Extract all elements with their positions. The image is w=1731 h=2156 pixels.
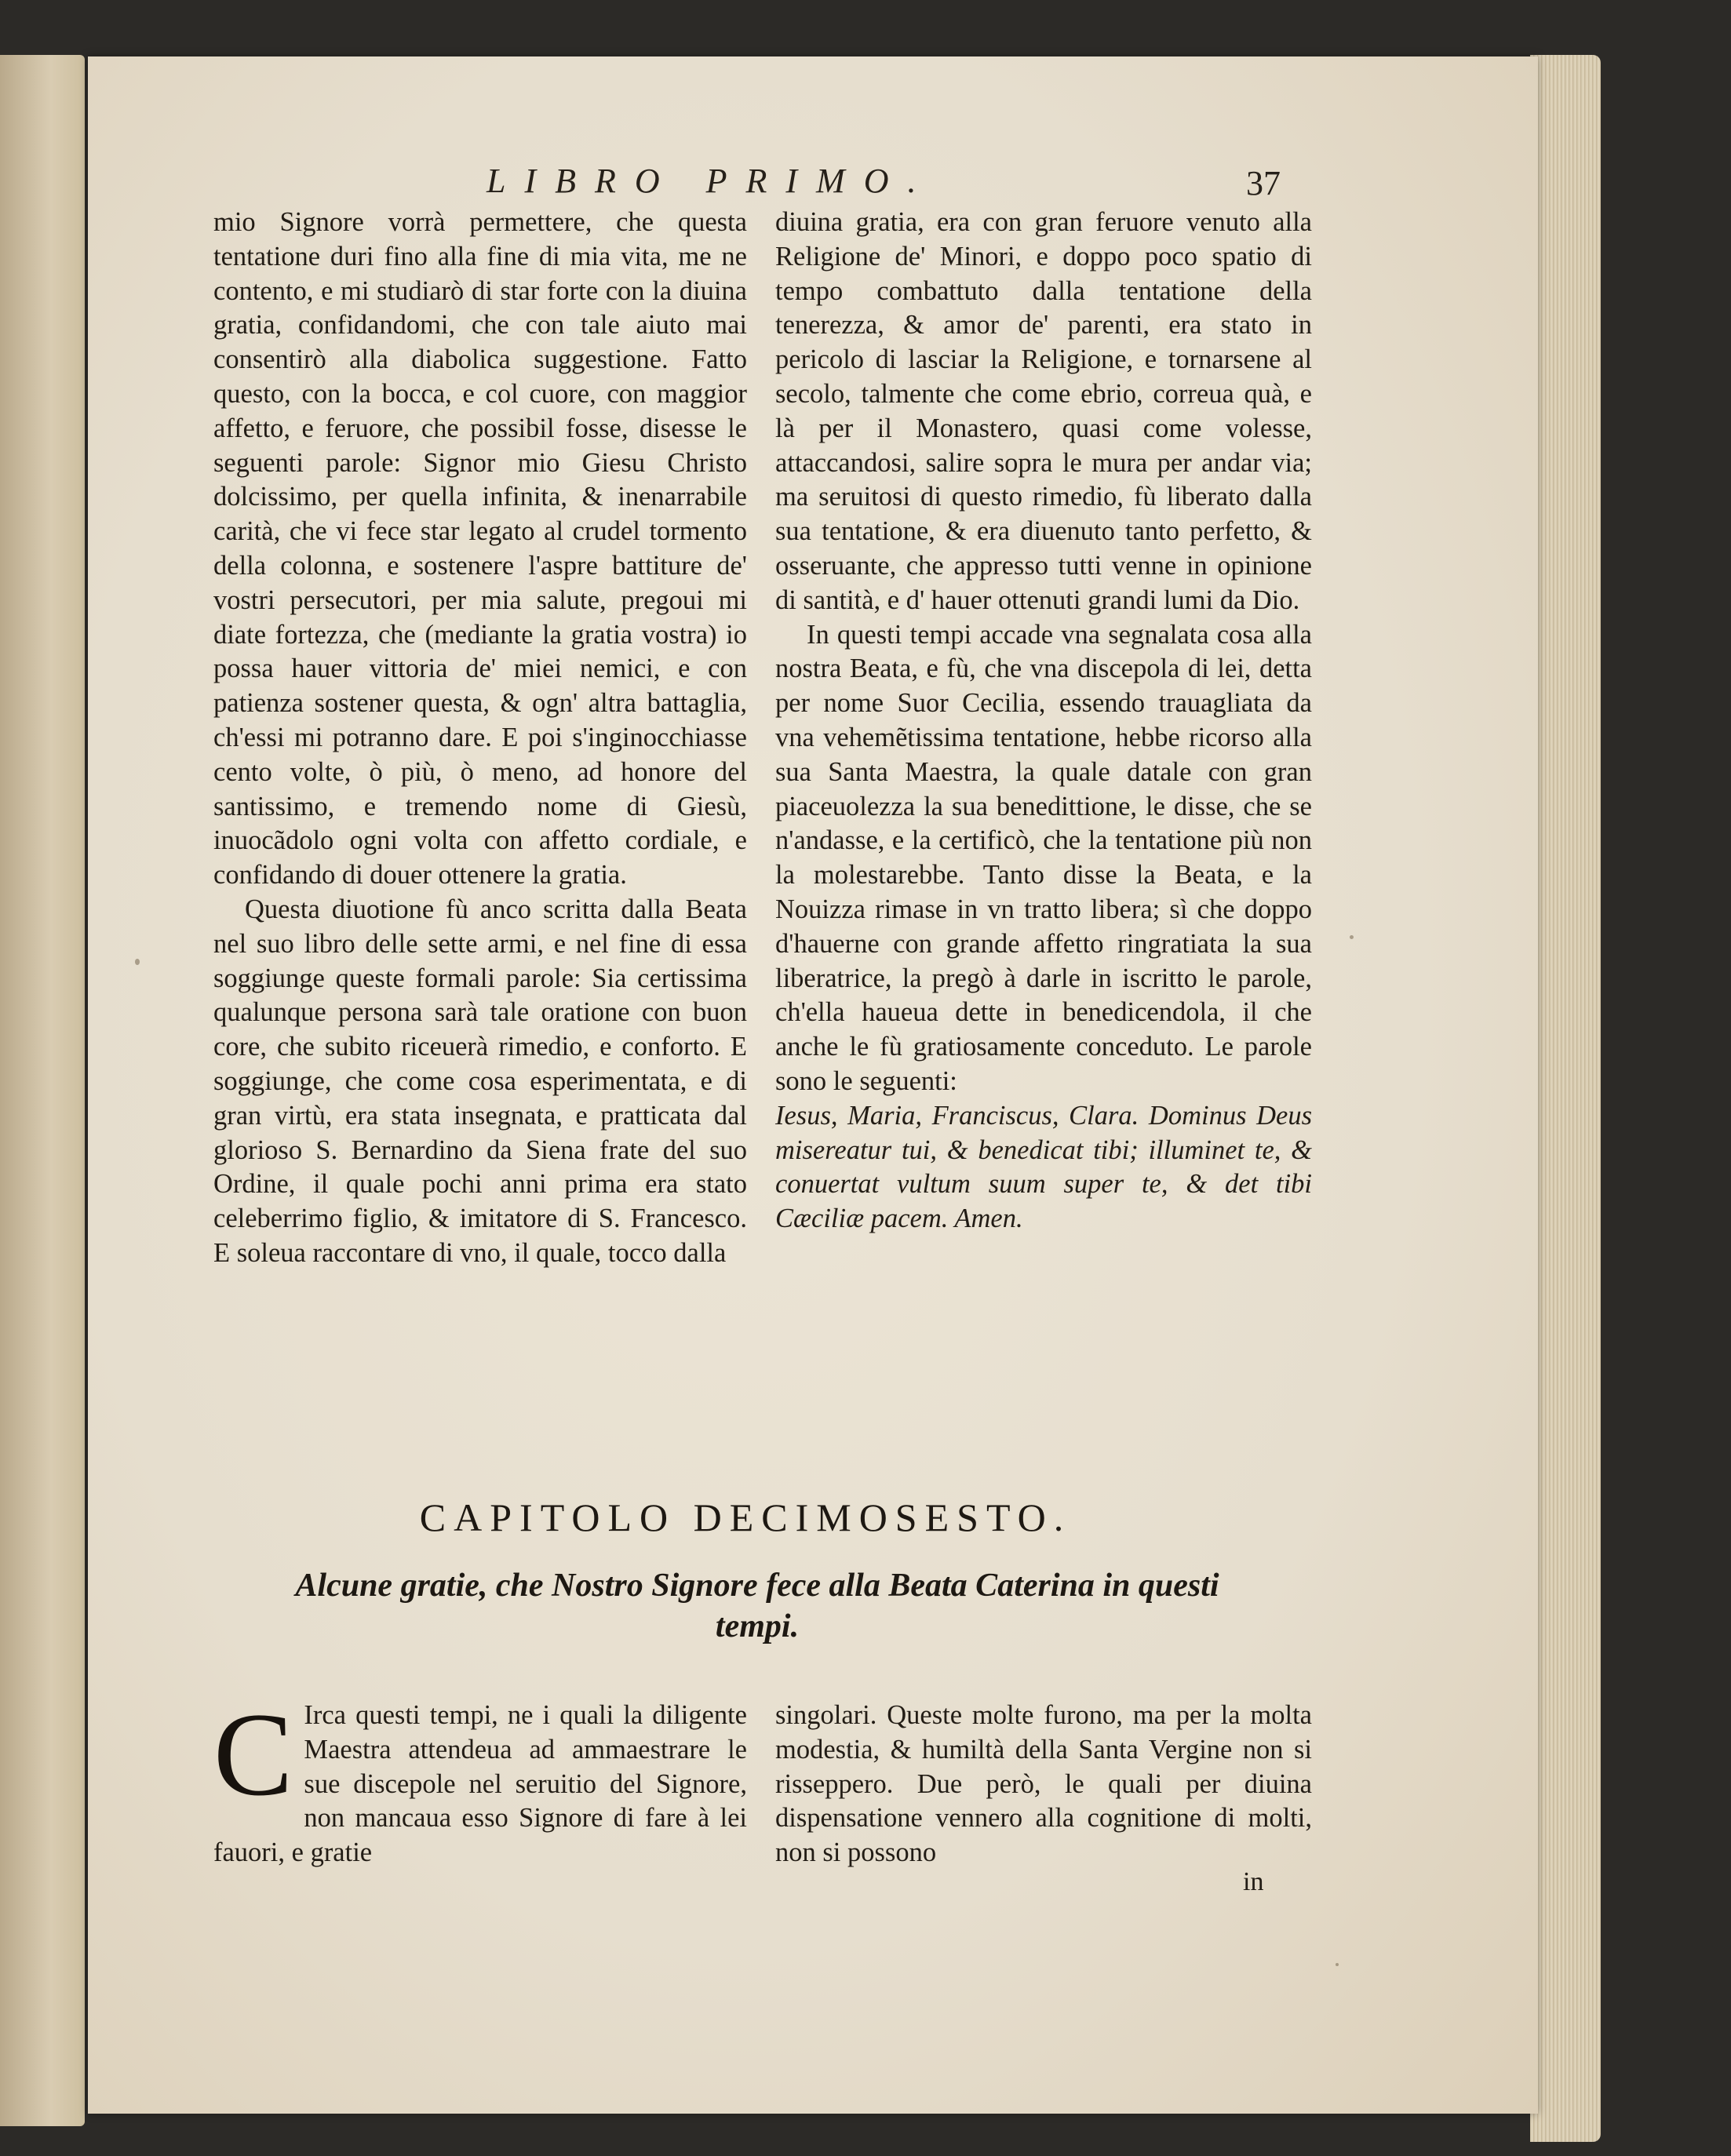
drop-cap: C xyxy=(213,1688,293,1820)
text-column-right-bottom xyxy=(775,1699,1312,1870)
paper-speck xyxy=(135,959,140,965)
chapter-subtitle: Alcune gratie, che Nostro Signore fece alla Beata Caterina in questi tempi. xyxy=(295,1568,1219,1644)
paragraph: Questa diuotione fù anco scritta dalla Beata nel suo libro delle sette armi, e nel fine di essa soggiunge queste formali parole: Sia certissima qualunque persona sarà tale oratione con buon core, che subito riceuerà rimedio, e conforto. E soggiunge, che come cosa esperimentata, e di gran virtù, era stata insegnata, e pratticata dal glorioso S. Bernardino da Siena frate del suo Ordine, il quale pochi anni prima era stato celeberrimo figlio, & imitatore di S. Francesco. E soleua raccontare di vno, il quale, tocco dalla xyxy=(213,894,747,1268)
left-page-edge xyxy=(0,55,85,2126)
paragraph: diuina gratia, era con gran feruore venuto alla Religione de' Minori, e doppo poco spatio di tempo combattuto dalla tentatione della tenerezza, & amor de' parenti, era stato in pericolo di lasciar la Religione, e tornarsene al secolo, talmente che come ebrio, correua quà, e là per il Monastero, quasi come volesse, attaccandosi, salire sopra le mura per andar via; ma seruitosi di questo rimedio, fù liberato dalla sua tentatione, & era diuenuto tanto perfetto, & osseruante, che appresso tutti venne in opinione di santità, e d' hauer ottenuti grandi lumi da Dio. xyxy=(775,207,1312,615)
paragraph: singolari. Queste molte furono, ma per la molta modestia, & humiltà della Santa Vergine non si risseppero. Due però, le quali per diuina dispensatione vennero alla cognitione di molti, non si possono xyxy=(775,1700,1312,1868)
running-head: LIBRO PRIMO. xyxy=(487,162,935,200)
text-column-right xyxy=(775,206,1312,1236)
text-column-left-bottom xyxy=(213,1688,747,1870)
chapter-title: CAPITOLO DECIMOSESTO. xyxy=(419,1495,1072,1539)
paper-speck xyxy=(1336,1963,1339,1966)
paragraph: mio Signore vorrà permettere, che questa tentatione duri fino alla fine di mia vita, me ne contento, e mi studiarò di star forte con la diuina gratia, confidandomi, che con tale aiuto mai consentirò alla diabolica suggestione. Fatto questo, con la bocca, e col cuore, con maggior affetto, e feruore, che possibil fosse, disesse le seguenti parole: Signor mio Giesu Christo dolcissimo, per quella infinita, & inenarrabile carità, che vi fece star legato al crudel tormento della colonna, e sostenere l'aspre battiture de' vostri persecutori, per mia salute, pregoui mi diate fortezza, che (mediante la gratia vostra) io possa hauer vittoria de' miei nemici, e con patienza sostener questa, & ogn' altra battaglia, ch'essi mi potranno dare. E poi s'inginocchiasse cento volte, ò più, ò meno, ad honore del santissimo, e tremendo nome di Giesù, inuocãdolo ogni volta con affetto cordiale, e confidando di douer ottenere la gratia. xyxy=(213,207,747,890)
paragraph: In questi tempi accade vna segnalata cosa alla nostra Beata, e fù, che vna discepola di lei, detta per nome Suor Cecilia, essendo trauagliata da vna vehemẽtissima tentatione, hebbe ricorso alla sua Santa Maestra, la quale datale con gran piaceuolezza la sua benedittione, le disse, che se n'andasse, e la certificò, che la tentatione più non la molestarebbe. Tanto disse la Beata, e la Nouizza rimase in vn tratto libera; sì che doppo d'hauerne con grande affetto ringratiata la sua liberatrice, la pregò à darle in iscritto le parole, ch'ella haueua dette in benedicendola, il che anche le fù gratiosamente conceduto. Le parole sono le seguenti: xyxy=(775,619,1312,1096)
catchword: in xyxy=(1243,1867,1264,1896)
text-column-left xyxy=(213,206,747,1271)
paragraph-text: Irca questi tempi, ne i quali la diligente Maestra attendeua ad ammaestrare le sue discepole nel seruitio del Signore, non mancaua esso Signore di fare à lei fauori, e gratie xyxy=(213,1700,747,1868)
page-number: 37 xyxy=(1246,164,1281,202)
prayer-text: Iesus, Maria, Franciscus, Clara. Dominus Deus misereatur tui, & benedicat tibi; illuminet te, & conuertat vultum suum super te, & det tibi Cæciliæ pacem. Amen. xyxy=(775,1100,1312,1234)
page-edges xyxy=(1530,55,1601,2142)
paper-speck xyxy=(1350,935,1354,939)
paragraph xyxy=(213,1688,747,1870)
